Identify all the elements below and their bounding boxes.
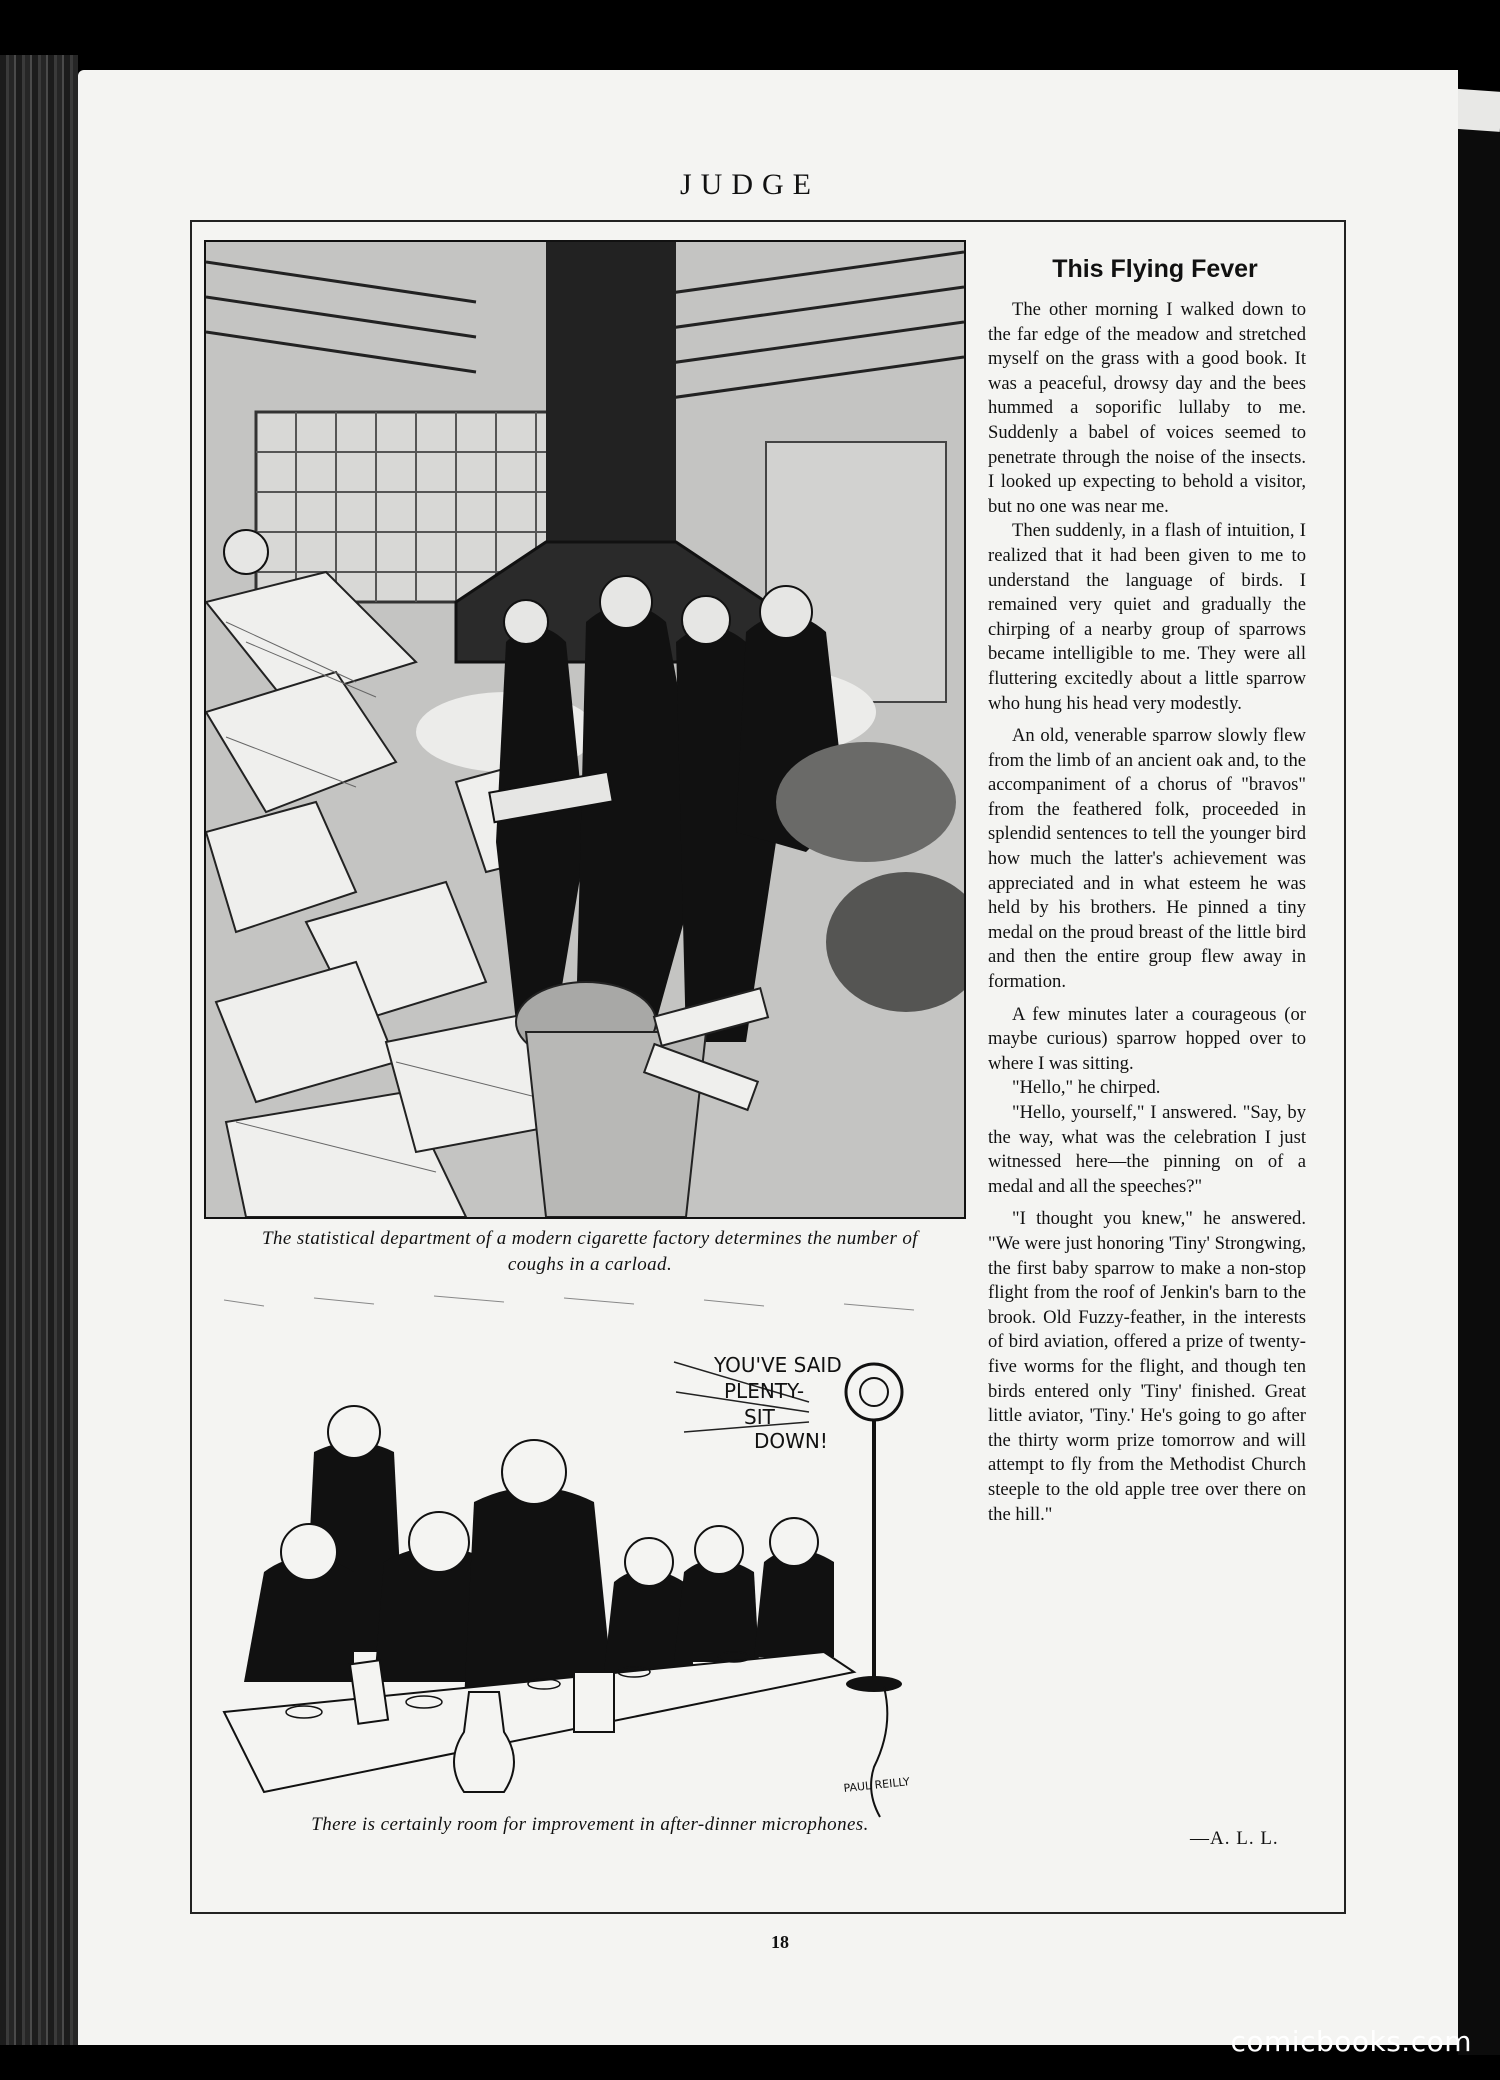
article-body: [988, 298, 1306, 1527]
article-paragraph: A few minutes later a courageous (or maybe curious) sparrow hopped over to where I was sitting.: [988, 1003, 1306, 1074]
next-page-edge: [1458, 105, 1500, 2055]
article-paragraph: "Hello, yourself," I answered. "Say, by the way, what was the celebration I just witnessed here—the pinning on of a medal and all the speeches?": [988, 1102, 1306, 1197]
dinner-drawing: [204, 1292, 962, 1820]
article-paragraph: "I thought you knew," he answered. "We were just honoring 'Tiny' Strongwing, the first baby sparrow to make a non-stop flight from the roof of Jenkin's barn to the brook. Old Fuzzy-feather, in the interests of bird aviation, offered a prize of twenty-five worms for the flight, and though ten birds entered only 'Tiny' finished. Great little aviator, 'Tiny.' He's going to go after the thirty worm prize tomorrow and will attempt to fly from the Methodist Church steeple to the old apple tree over there on the hill.": [988, 1208, 1306, 1525]
illustration-caption: There is certainly room for improvement in after-dinner microphones.: [311, 1814, 869, 1835]
article-paragraph: Then suddenly, in a flash of intuition, I realized that it had been given to me to understand the language of birds. I remained very quiet and gradually the chirping of a nearby group of sparrows became intelligible to me. They were all fluttering excitedly about a little sparrow who hung his head very modestly.: [988, 520, 1306, 714]
cigarette-factory-illustration: [204, 240, 966, 1219]
book-binding: [0, 55, 78, 2045]
speech-text: YOU'VE SAID: [714, 1353, 842, 1377]
page-number: 18: [771, 1932, 789, 1952]
artist-signature: PAUL REILLY: [842, 1775, 911, 1795]
illustration-caption: The statistical department of a modern cigarette factory determines the number of coughs in a carload.: [262, 1228, 918, 1275]
author-signature: —A. L. L.: [1190, 1828, 1279, 1849]
article-paragraph: "Hello," he chirped.: [1012, 1077, 1161, 1099]
speech-text: SIT: [744, 1405, 775, 1429]
speech-text: PLENTY-: [724, 1379, 805, 1403]
watermark: comicbooks.com: [1230, 2025, 1472, 2058]
article-paragraph: The other morning I walked down to the far edge of the meadow and stretched myself on the grass with a good book. It was a peaceful, drowsy day and the bees hummed a soporific lullaby to me. Suddenly a babel of voices seemed to penetrate through the noise of the insects. I looked up expecting to behold a visitor, but no one was near me.: [988, 299, 1306, 517]
factory-drawing: [206, 242, 964, 1217]
article-paragraph: An old, venerable sparrow slowly flew from the limb of an ancient oak and, to the accompaniment of a chorus of "bravos" from the feathered folk, proceeded in splendid sentences to tell the younger bird how much the latter's achievement was appreciated and in what esteem he was held by his brothers. He pinned a tiny medal on the proud breast of the little bird and then the entire group flew away in formation.: [988, 725, 1306, 993]
article-title: This Flying Fever: [1052, 255, 1258, 283]
dinner-microphone-cartoon: [204, 1292, 962, 1820]
masthead: JUDGE: [680, 168, 820, 201]
speech-text: DOWN!: [754, 1429, 828, 1453]
